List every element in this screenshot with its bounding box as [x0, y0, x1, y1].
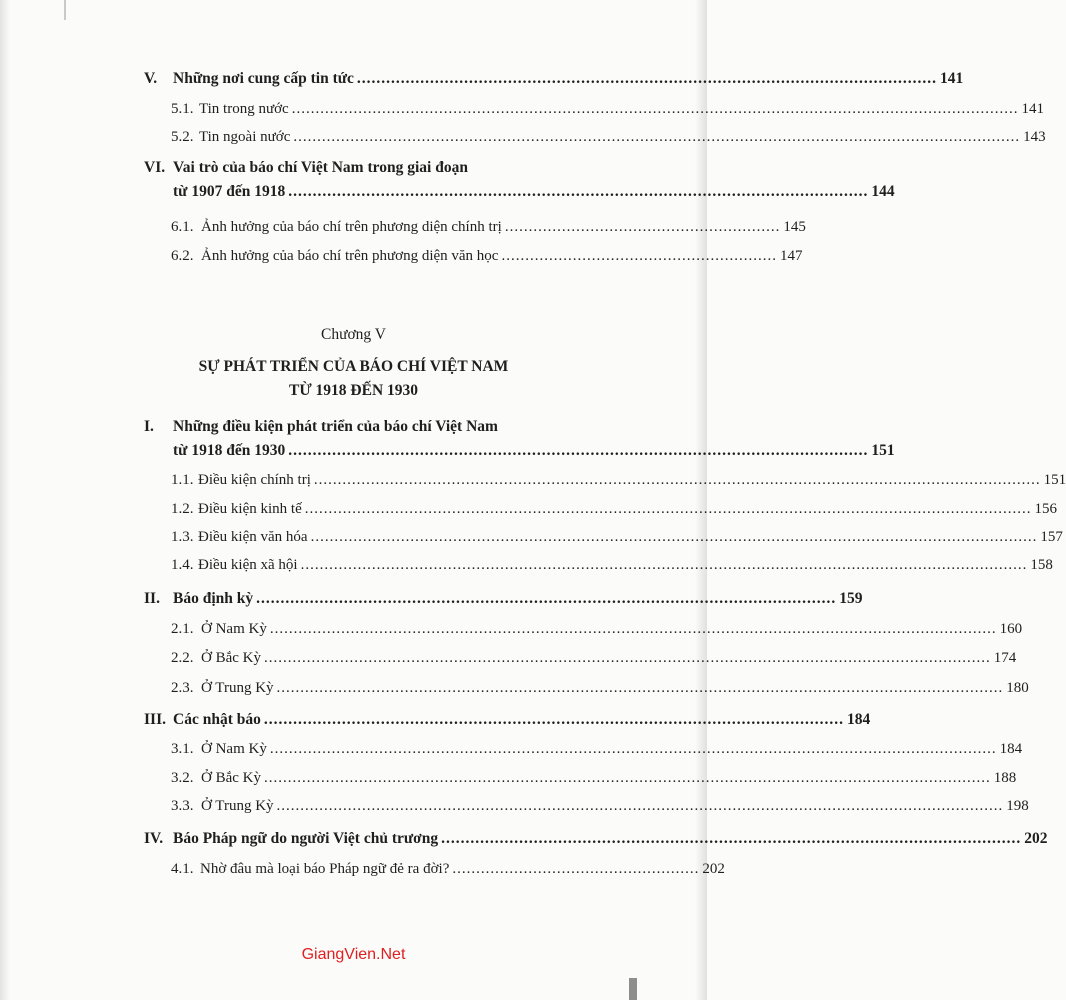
leader-dots: ......................................................................................................................................................... — [264, 650, 991, 666]
toc-page: 151 — [1043, 472, 1066, 488]
toc-title: Ảnh hưởng của báo chí trên phương diện văn học — [201, 248, 499, 264]
toc-number: 1.4. — [171, 557, 194, 573]
toc-number: 6.1. — [171, 219, 194, 235]
toc-title: Báo định kỳ — [173, 590, 254, 607]
toc-page: 145 — [783, 219, 806, 235]
toc-title-line1: Vai trò của báo chí Việt Nam trong giai đoạn — [173, 159, 468, 176]
toc-entry-i — [144, 417, 895, 462]
leader-dots: ....................................................................................................................... — [288, 442, 869, 459]
toc-page: 184 — [999, 741, 1023, 757]
toc-title: Tin trong nước — [199, 101, 289, 117]
toc-page: 174 — [993, 650, 1017, 666]
toc-title: Ở Bắc Kỳ — [201, 770, 261, 786]
leader-dots: .......................................................... — [504, 219, 781, 235]
toc-page: 160 — [999, 621, 1023, 637]
leader-dots: ......................................................................................................................................................... — [291, 101, 1019, 117]
toc-number: 4.1. — [171, 861, 194, 877]
page-edge-mark — [64, 0, 66, 20]
toc-page: 147 — [779, 248, 803, 264]
toc-number: 5.2. — [171, 129, 194, 145]
toc-number: 1.1. — [171, 472, 194, 488]
toc-number: 2.2. — [171, 650, 194, 666]
toc-title: Ở Nam Kỳ — [201, 621, 267, 637]
leader-dots: ......................................................................................................................................................... — [269, 621, 997, 637]
leader-dots: ......................................................................................................................................................... — [313, 472, 1041, 488]
toc-number: 1.2. — [171, 501, 194, 517]
leader-dots: ......................................................................................................................................................... — [276, 798, 1004, 814]
leader-dots: ......................................................................................................................................................... — [276, 680, 1004, 696]
toc-title: Điều kiện xã hội — [198, 557, 298, 573]
toc-page: 151 — [871, 442, 895, 459]
leader-dots: .......................................................... — [501, 248, 777, 264]
page-corner-shadow — [629, 978, 637, 1000]
chapter-title-line1: SỰ PHÁT TRIỂN CỦA BÁO CHÍ VIỆT NAM — [198, 358, 509, 375]
toc-number: 2.3. — [171, 680, 194, 696]
toc-page: 157 — [1040, 529, 1063, 545]
toc-number: 3.3. — [171, 798, 194, 814]
leader-dots: ......................................................................................................................................................... — [304, 501, 1032, 517]
page-edge-left — [0, 0, 10, 1000]
toc-title-line2: từ 1907 đến 1918 — [173, 183, 286, 200]
leader-dots: ......................................................................................................................................................... — [293, 129, 1021, 145]
leader-dots: ......................................................................................................................................................... — [269, 741, 997, 757]
leader-dots: ......................................................................................................................................................... — [264, 770, 991, 786]
chapter-label: Chương V — [321, 326, 386, 343]
toc-number: V. — [144, 70, 158, 87]
toc-page: 202 — [702, 861, 725, 877]
leader-dots: ....................................................................................................................... — [288, 183, 869, 200]
toc-title: Tin ngoài nước — [199, 129, 291, 145]
watermark-text: GiangVien.Net — [301, 946, 406, 963]
toc-page: 158 — [1030, 557, 1053, 573]
toc-title-line2: từ 1918 đến 1930 — [173, 442, 286, 459]
toc-number: VI. — [144, 159, 166, 176]
toc-page: 144 — [871, 183, 895, 200]
toc-page: 202 — [1024, 830, 1048, 847]
toc-title: Điều kiện chính trị — [198, 472, 311, 488]
leader-dots: ......................................................................................................................................................... — [300, 557, 1028, 573]
toc-title: Ở Trung Kỳ — [201, 680, 274, 696]
toc-page: 143 — [1023, 129, 1046, 145]
toc-title: Ảnh hưởng của báo chí trên phương diện chính trị — [201, 219, 502, 235]
toc-title: Các nhật báo — [173, 711, 261, 728]
toc-number: I. — [144, 418, 154, 435]
toc-title: Điều kiện kinh tế — [198, 501, 302, 517]
toc-title: Những nơi cung cấp tin tức — [173, 70, 354, 87]
toc-page: 184 — [846, 711, 871, 728]
leader-dots: .................................................... — [452, 861, 700, 877]
toc-number: 6.2. — [171, 248, 194, 264]
leader-dots: ....................................................................................................................... — [256, 590, 837, 607]
toc-entry-vi — [144, 158, 895, 203]
leader-dots: ....................................................................................................................... — [356, 70, 938, 87]
toc-title: Nhờ đâu mà loại báo Pháp ngữ đẻ ra đời? — [200, 861, 450, 877]
chapter-title-line2: TỪ 1918 ĐẾN 1930 — [288, 382, 419, 399]
toc-title-line1: Những điều kiện phát triển của báo chí Việt Nam — [173, 418, 498, 435]
leader-dots: ....................................................................................................................... — [263, 711, 844, 728]
toc-number: 3.1. — [171, 741, 194, 757]
leader-dots: ......................................................................................................................................................... — [310, 529, 1038, 545]
toc-page: 156 — [1034, 501, 1057, 517]
toc-number: 5.1. — [171, 101, 194, 117]
toc-title: Ở Nam Kỳ — [201, 741, 267, 757]
toc-title: Điều kiện văn hóa — [198, 529, 308, 545]
toc-number: III. — [144, 711, 166, 728]
leader-dots: ....................................................................................................................... — [441, 830, 1022, 847]
toc-page: 180 — [1006, 680, 1029, 696]
toc-page: 141 — [940, 70, 964, 87]
toc-title: Báo Pháp ngữ do người Việt chủ trương — [173, 830, 439, 847]
toc-page: 159 — [839, 590, 863, 607]
toc-page: 188 — [993, 770, 1017, 786]
toc-number: IV. — [144, 830, 164, 847]
toc-number: II. — [144, 590, 160, 607]
toc-number: 2.1. — [171, 621, 194, 637]
toc-number: 3.2. — [171, 770, 194, 786]
toc-page: 141 — [1021, 101, 1044, 117]
toc-page: 198 — [1006, 798, 1029, 814]
toc-title: Ở Bắc Kỳ — [201, 650, 261, 666]
toc-number: 1.3. — [171, 529, 194, 545]
toc-title: Ở Trung Kỳ — [201, 798, 274, 814]
